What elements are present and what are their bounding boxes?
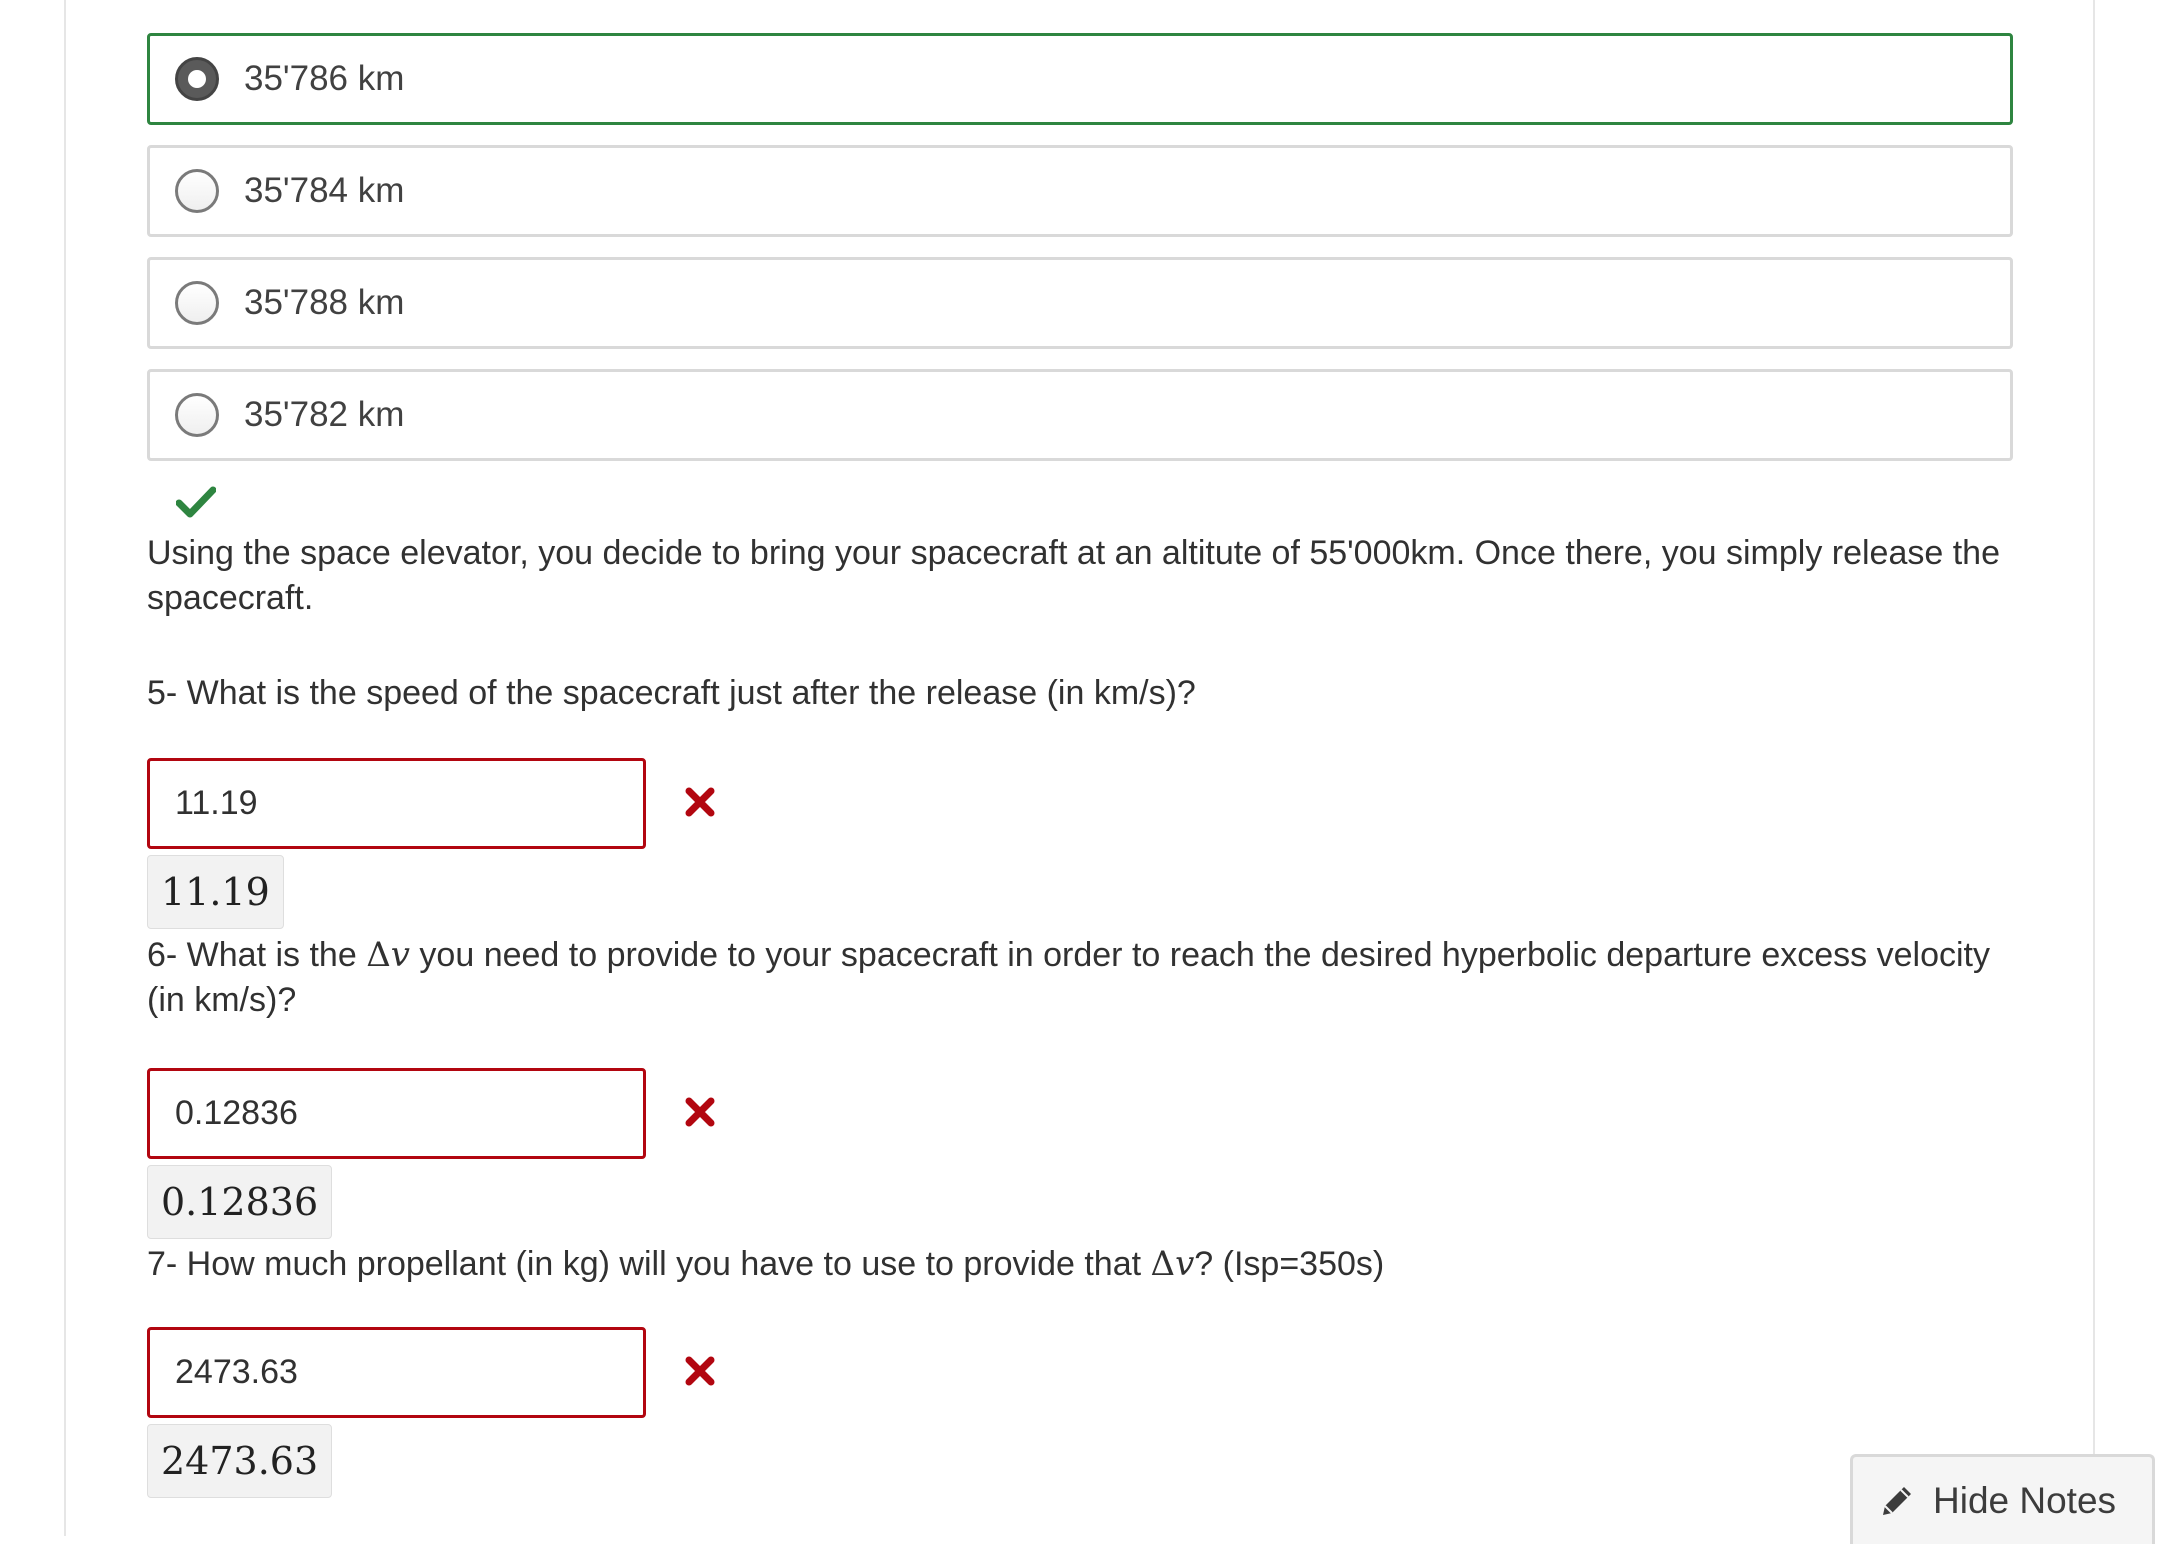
choice-label: 35'786 km (244, 59, 405, 98)
velocity-variable: v (390, 935, 410, 975)
delta-symbol: Δ (366, 935, 391, 975)
hide-notes-label: Hide Notes (1933, 1479, 2117, 1521)
question-5-answer-input[interactable] (147, 758, 646, 849)
question-7-text (147, 1242, 2027, 1287)
question-6-text-end: you need to provide to your spacecraft in order to reach the desired hyperbolic departure excess velocity (in km/s)? (147, 936, 1990, 1019)
choice-option-4[interactable] (147, 369, 2013, 461)
radio-button[interactable] (175, 169, 219, 213)
question-6-text (147, 933, 2027, 1023)
incorrect-x-icon (684, 786, 716, 818)
content-border-right (2093, 0, 2095, 1536)
radio-button[interactable] (175, 281, 219, 325)
choice-group (147, 33, 2013, 481)
choice-label: 35'782 km (244, 395, 405, 434)
delta-symbol: Δ (1150, 1244, 1176, 1284)
question-7-text-start: 7- How much propellant (in kg) will you have to use to provide that (147, 1245, 1151, 1283)
question-5-text: 5- What is the speed of the spacecraft just after the release (in km/s)? (147, 674, 1196, 712)
question-6-answer-input[interactable] (147, 1068, 646, 1159)
choice-label: 35'788 km (244, 283, 405, 322)
pencil-icon (1877, 1481, 1917, 1521)
scenario-text: Using the space elevator, you decide to bring your spacecraft at an altitute of 55'000km. Once there, you simply release the spacecraft. (147, 534, 2000, 617)
incorrect-x-icon (684, 1096, 716, 1128)
question-7-text-end: ? (Isp=350s) (1194, 1245, 1385, 1283)
content-border-left (64, 0, 66, 1536)
correct-check-icon (176, 485, 216, 519)
choice-label: 35'784 km (244, 171, 405, 210)
incorrect-x-icon (684, 1355, 716, 1387)
question-7-answer-input[interactable] (147, 1327, 646, 1418)
question-6-text-start: 6- What is the (147, 936, 367, 974)
choice-option-1[interactable] (147, 33, 2013, 125)
question-6-answer-preview: 0.12836 (147, 1165, 332, 1239)
question-7-answer-preview: 2473.63 (147, 1424, 332, 1498)
choice-option-2[interactable] (147, 145, 2013, 237)
velocity-variable: v (1175, 1244, 1195, 1284)
question-5-answer-preview: 11.19 (147, 855, 284, 929)
radio-button[interactable] (175, 57, 219, 101)
choice-option-3[interactable] (147, 257, 2013, 349)
radio-button[interactable] (175, 393, 219, 437)
hide-notes-button[interactable] (1850, 1454, 2155, 1544)
